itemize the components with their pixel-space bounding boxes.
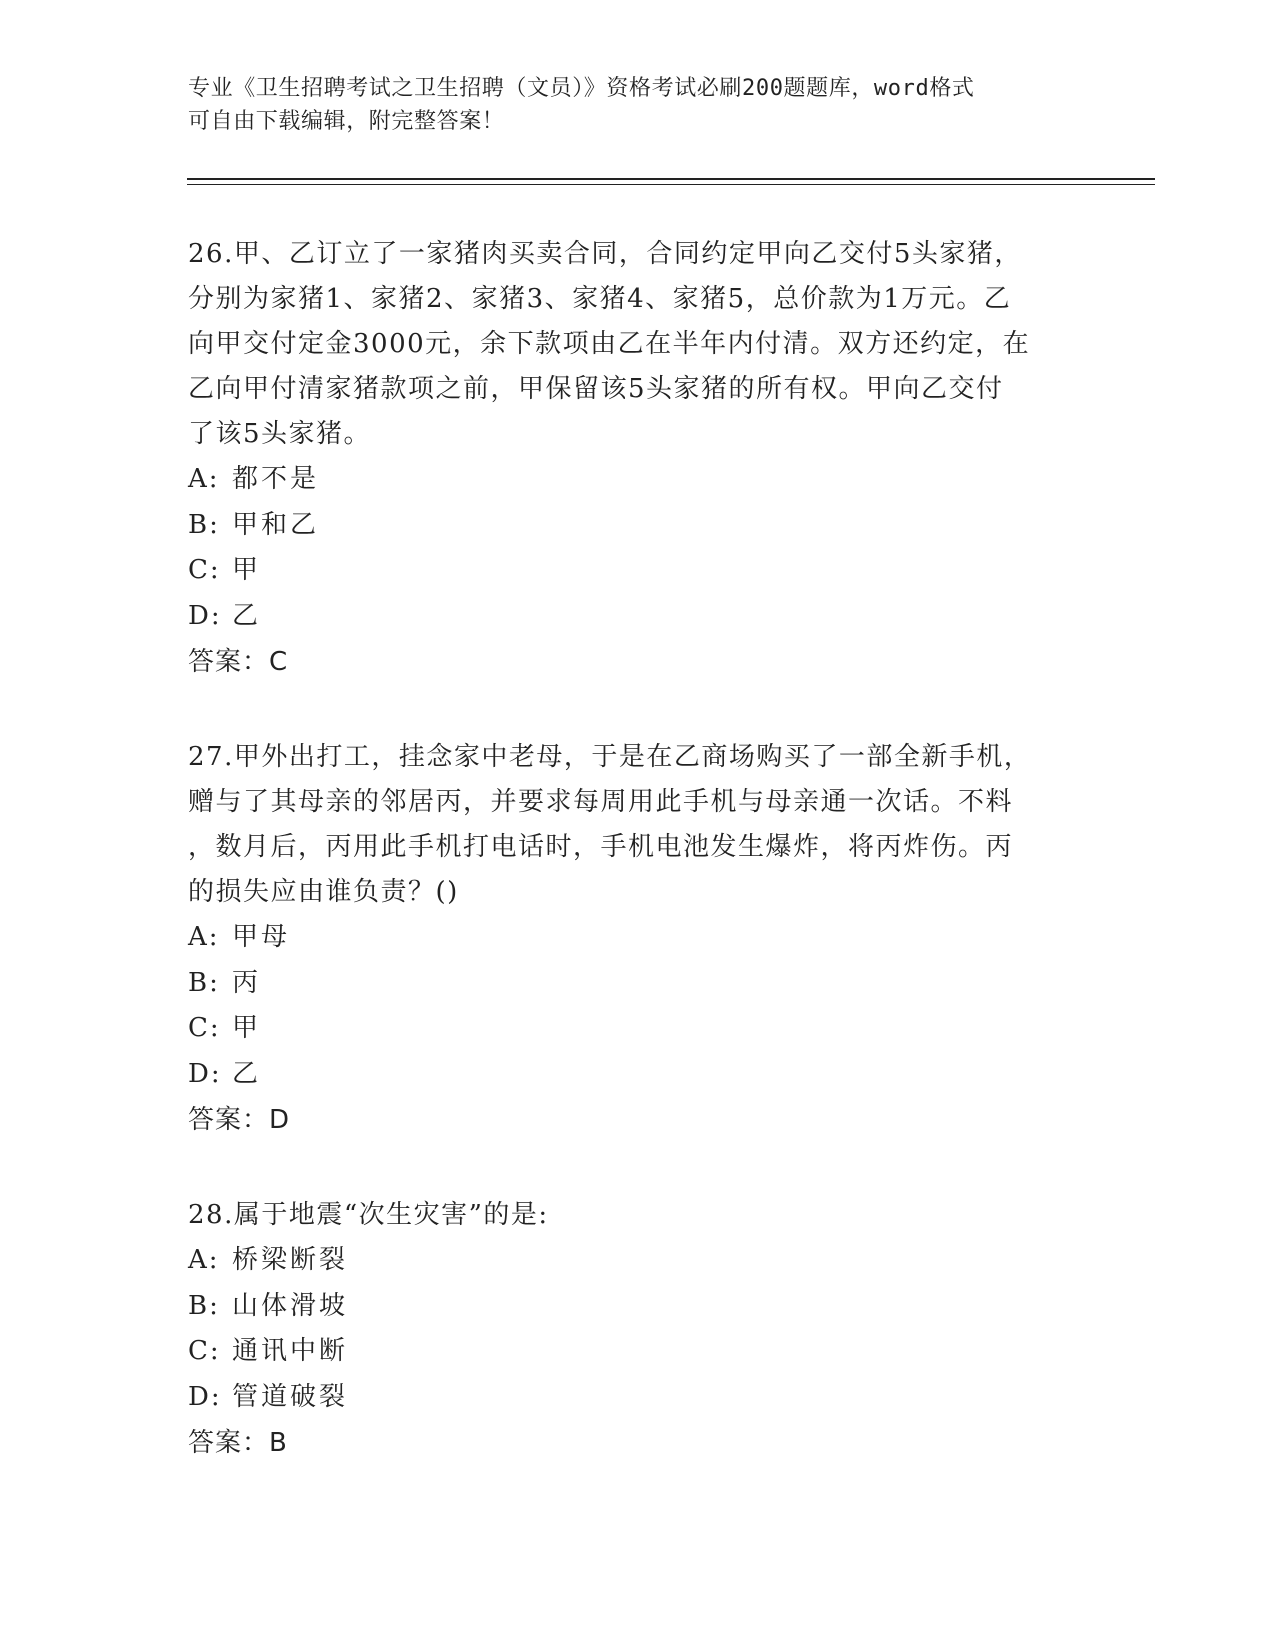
header-line: 专业《卫生招聘考试之卫生招聘（文员）》资格考试必刷200题题库，word格式 <box>188 76 975 101</box>
option-key: C: <box>188 555 221 585</box>
option-d <box>188 1375 1088 1421</box>
answer-line: 答案：B <box>188 1428 288 1458</box>
question-stem-line: 27.甲外出打工，挂念家中老母，于是在乙商场购买了一部全新手机， <box>188 742 1032 772</box>
option-key: A: <box>188 922 220 952</box>
option-a <box>188 915 1088 961</box>
question-stem-line: 了该5头家猪。 <box>188 419 372 449</box>
option-text: 山体滑坡 <box>232 1290 349 1321</box>
option-text: 丙 <box>232 967 262 998</box>
header-divider-thin <box>187 184 1155 185</box>
option-a <box>188 1238 1088 1284</box>
option-key: A: <box>188 1245 220 1275</box>
question-stem-line: 分别为家猪1、家猪2、家猪3、家猪4、家猪5，总价款为1万元。乙 <box>188 284 1012 314</box>
option-text: 甲 <box>232 555 262 585</box>
option-key: B: <box>188 509 220 540</box>
answer-line: 答案：C <box>188 647 289 677</box>
option-key: A: <box>188 464 220 494</box>
question-26 <box>188 232 1088 685</box>
option-key: D: <box>188 600 222 631</box>
option-c <box>188 548 1088 594</box>
option-b <box>188 1284 1088 1330</box>
option-text: 通讯中断 <box>232 1336 349 1366</box>
option-d <box>188 1052 1088 1098</box>
option-key: C: <box>188 1013 221 1043</box>
option-text: 甲母 <box>232 922 291 952</box>
option-a <box>188 457 1088 503</box>
question-stem-line: 26.甲、乙订立了一家猪肉买卖合同，合同约定甲向乙交付5头家猪， <box>188 239 1022 269</box>
question-27 <box>188 735 1088 1143</box>
option-key: C: <box>188 1336 221 1366</box>
option-key: D: <box>188 1381 222 1412</box>
question-stem-line: 赠与了其母亲的邻居丙，并要求每周用此手机与母亲通一次话。不料 <box>188 787 1014 817</box>
option-key: B: <box>188 1290 220 1321</box>
option-text: 管道破裂 <box>232 1381 349 1412</box>
option-text: 乙 <box>232 1058 262 1089</box>
option-c <box>188 1329 1088 1375</box>
option-text: 甲 <box>232 1013 262 1043</box>
option-key: D: <box>188 1058 222 1089</box>
option-text: 桥梁断裂 <box>232 1245 349 1275</box>
option-b <box>188 961 1088 1007</box>
question-stem-line: 乙向甲付清家猪款项之前，甲保留该5头家猪的所有权。甲向乙交付 <box>188 374 1004 404</box>
option-b <box>188 503 1088 549</box>
option-c <box>188 1006 1088 1052</box>
question-stem-line: 28.属于地震“次生灾害”的是: <box>188 1200 549 1230</box>
question-stem-line: 的损失应由谁负责？() <box>188 877 459 907</box>
option-d <box>188 594 1088 640</box>
header-divider <box>187 178 1155 180</box>
question-28 <box>188 1193 1088 1466</box>
answer-line: 答案：D <box>188 1105 291 1135</box>
option-text: 都不是 <box>232 464 320 494</box>
option-text: 乙 <box>232 600 262 631</box>
question-stem-line: 向甲交付定金3000元，余下款项由乙在半年内付清。双方还约定，在 <box>188 329 1031 359</box>
option-text: 甲和乙 <box>232 509 320 540</box>
page-header <box>188 72 1088 138</box>
header-line: 可自由下载编辑，附完整答案！ <box>188 109 505 134</box>
option-key: B: <box>188 967 220 998</box>
question-stem-line: ，数月后，丙用此手机打电话时，手机电池发生爆炸，将丙炸伤。丙 <box>188 832 1014 862</box>
